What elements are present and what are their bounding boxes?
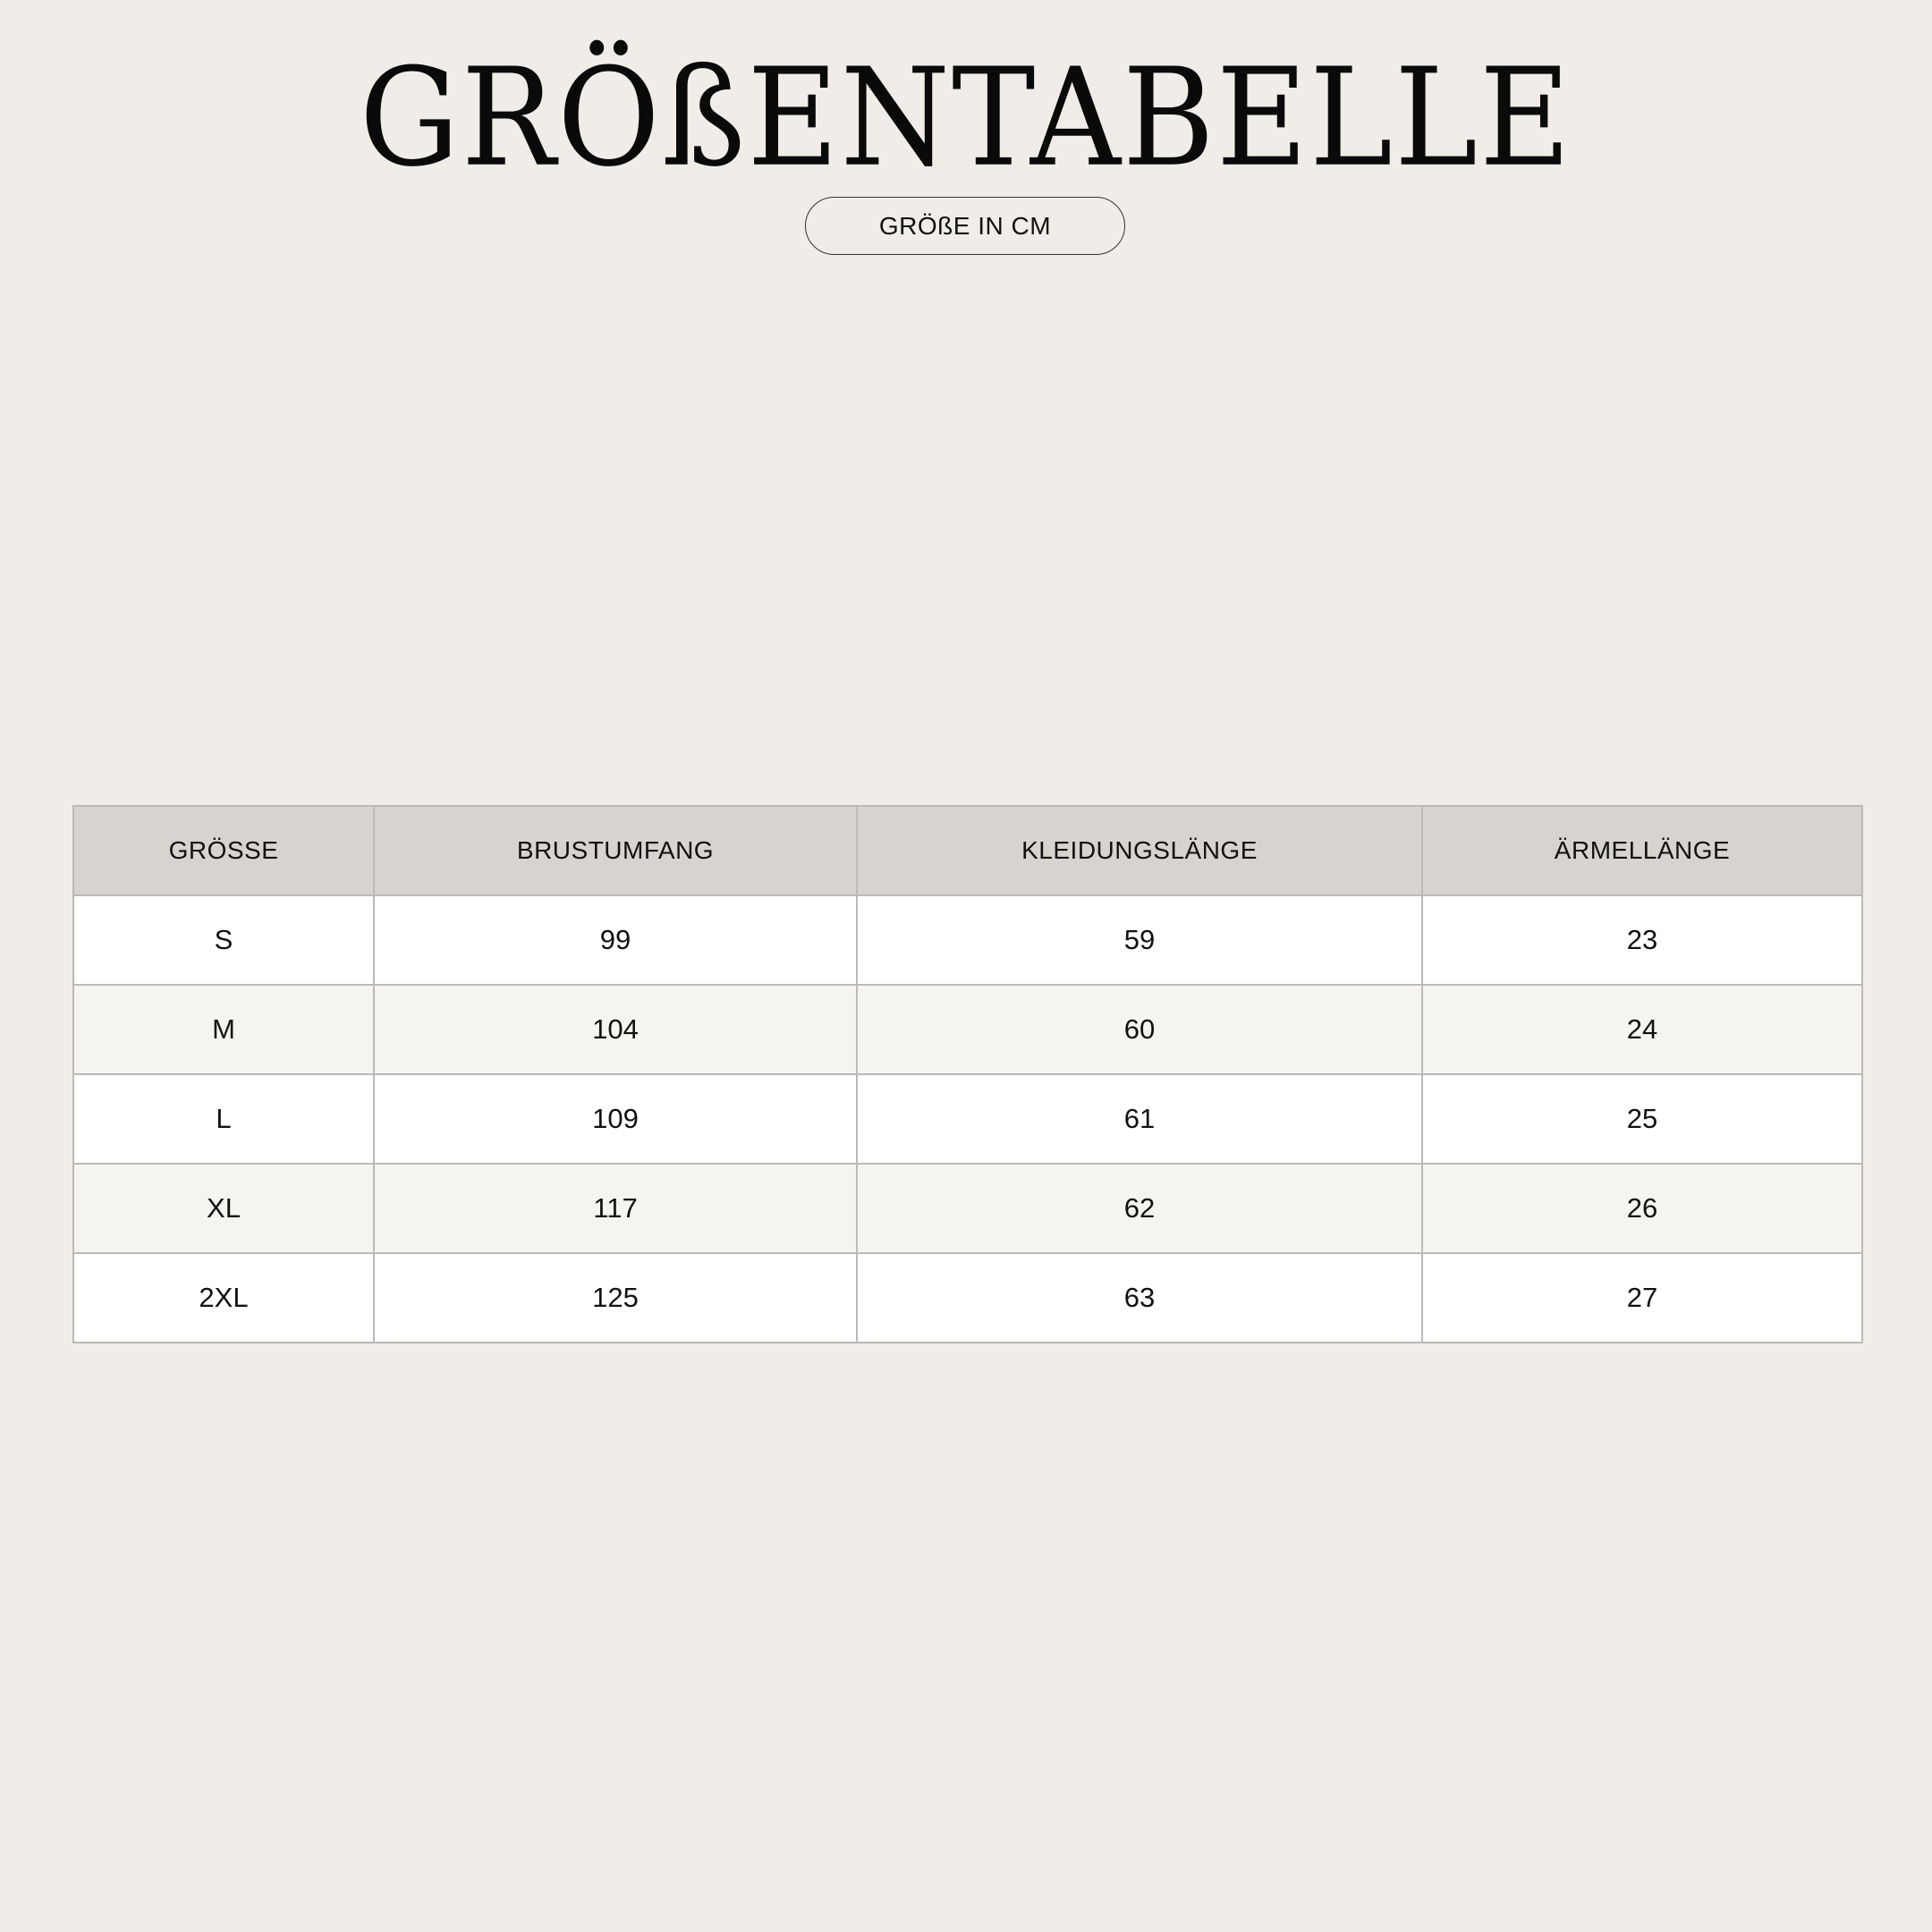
table-header-row (73, 806, 1862, 895)
cell-size: XL (73, 1164, 374, 1253)
cell-sleeve: 24 (1422, 985, 1862, 1074)
cell-sleeve: 25 (1422, 1074, 1862, 1164)
table-row (73, 1074, 1862, 1164)
cell-length: 63 (857, 1253, 1422, 1343)
cell-size: S (73, 895, 374, 985)
header-chest: BRUSTUMFANG (374, 806, 857, 895)
table-row (73, 895, 1862, 985)
cell-length: 59 (857, 895, 1422, 985)
cell-length: 61 (857, 1074, 1422, 1164)
cell-size: M (73, 985, 374, 1074)
cell-sleeve: 23 (1422, 895, 1862, 985)
cell-chest: 104 (374, 985, 857, 1074)
header-size: GRÖSSE (73, 806, 374, 895)
cell-length: 62 (857, 1164, 1422, 1253)
size-table (72, 805, 1863, 1343)
page-title: GRÖßENTABELLE (359, 39, 1573, 198)
table-row (73, 1164, 1862, 1253)
size-table-container (72, 805, 1861, 1343)
cell-chest: 99 (374, 895, 857, 985)
cell-chest: 117 (374, 1164, 857, 1253)
cell-size: 2XL (73, 1253, 374, 1343)
cell-length: 60 (857, 985, 1422, 1074)
cell-sleeve: 26 (1422, 1164, 1862, 1253)
table-row (73, 985, 1862, 1074)
cell-size: L (73, 1074, 374, 1164)
cell-chest: 125 (374, 1253, 857, 1343)
header-length: KLEIDUNGSLÄNGE (857, 806, 1422, 895)
cell-sleeve: 27 (1422, 1253, 1862, 1343)
header-sleeve: ÄRMELLÄNGE (1422, 806, 1862, 895)
table-row (73, 1253, 1862, 1343)
unit-badge: GRÖßE IN CM (805, 197, 1125, 255)
cell-chest: 109 (374, 1074, 857, 1164)
